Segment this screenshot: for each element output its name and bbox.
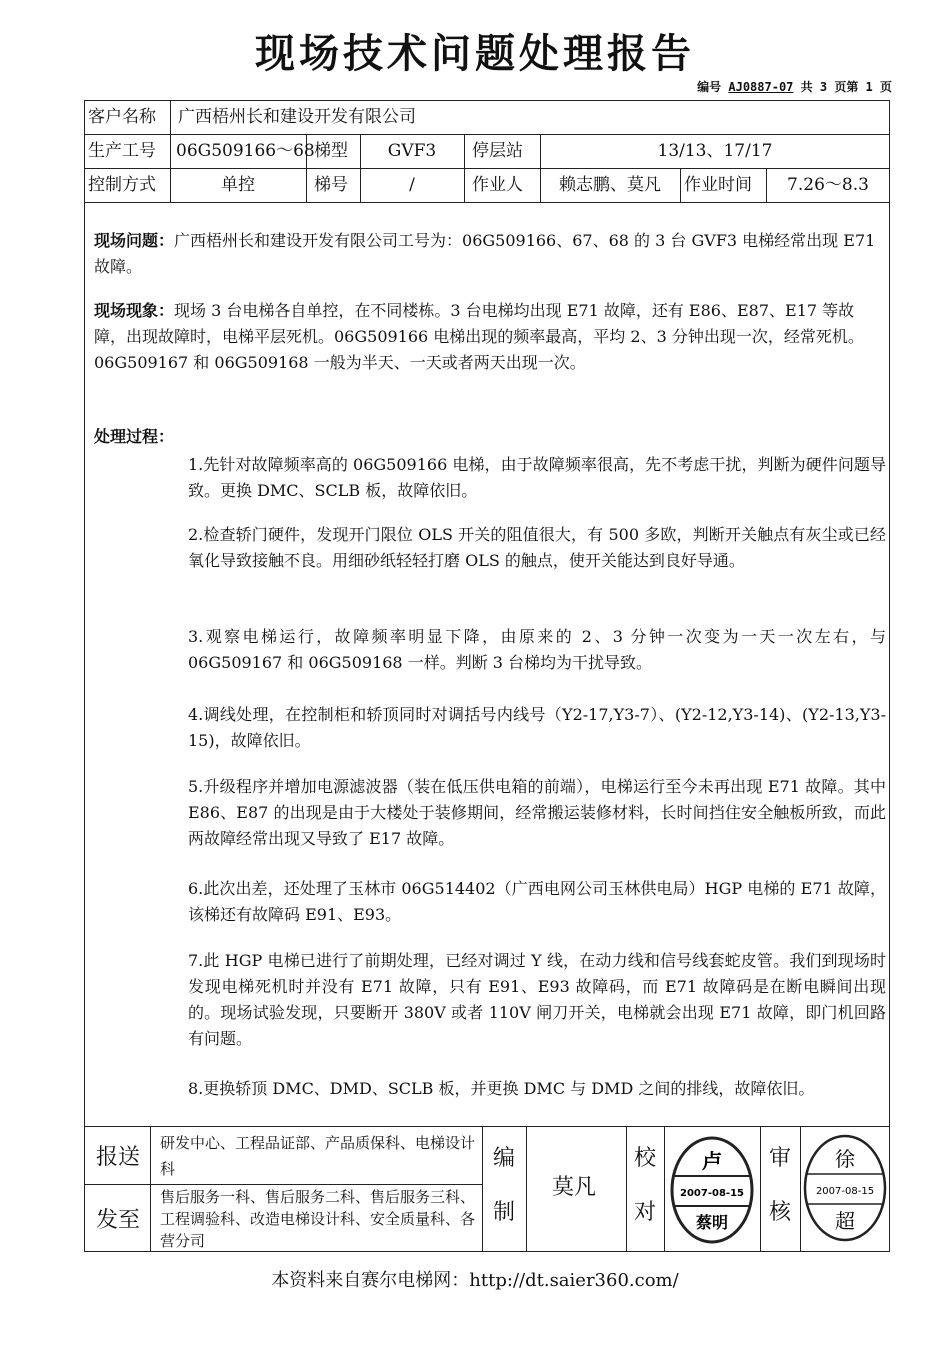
check-label-top: 校 — [633, 1146, 656, 1171]
check-stamp-name: 蔡明 — [695, 1213, 729, 1232]
edit-label-top: 编 — [492, 1146, 515, 1171]
review-label-top: 审 — [768, 1146, 791, 1171]
process-label: 处理过程： — [94, 427, 175, 446]
review-stamp — [802, 1132, 888, 1244]
check-stamp-date: 2007-08-15 — [680, 1188, 744, 1199]
check-label-bottom: 对 — [633, 1200, 656, 1225]
phenomenon-text: 现场 3 台电梯各自单控，在不同楼栋。3 台电梯均出现 E71 故障，还有 E86、E87、E17 等故障，出现故障时，电梯平层死机。06G509166 电梯出现的频率最高，平均 2、3 分钟出现一次，经常死机。06G509167 和 06G509168 一般为半天、一天或者两天出现一次。 — [94, 301, 864, 372]
report-value: 研发中心、工程品证部、产品质保科、电梯设计科 — [160, 1134, 476, 1178]
review-stamp-date: 2007-08-15 — [815, 1186, 875, 1197]
grid-line — [150, 1126, 151, 1252]
grid-line — [664, 1126, 665, 1252]
process-step: 7.此 HGP 电梯已进行了前期处理，已经对调过 Y 线，在动力线和信号线套蛇皮管。我们到现场时发现电梯死机时并没有 E71 故障，只有 E91、E93 故障码，而 E71 故障码是在断电瞬间出现的。现场试验发现，只要断开 380V 或者 110V 闸刀开关，电梯就会出现 E71 故障，即门机回路有问题。 — [188, 951, 886, 1048]
send-label: 发至 — [96, 1208, 141, 1233]
process-step: 8.更换轿顶 DMC、DMD、SCLB 板，并更换 DMC 与 DMD 之间的排线，故障依旧。 — [188, 1079, 815, 1098]
customer-label: 客户名称 — [88, 107, 156, 127]
edit-label-bottom: 制 — [492, 1200, 515, 1225]
process-step: 1.先针对故障频率高的 06G509166 电梯，由于故障频率很高，先不考虑干扰，判断为硬件问题导致。更换 DMC、SCLB 板，故障依旧。 — [188, 455, 886, 500]
doc-number-code: AJ0887-07 — [728, 80, 794, 94]
time-label: 作业时间 — [684, 175, 752, 195]
problem-label: 现场问题： — [94, 231, 175, 250]
grid-line — [760, 1126, 761, 1252]
process-step: 2.检查轿门硬件，发现开门限位 OLS 开关的阻值很大，有 500 多欧，判断开关触点有灰尘或已经氧化导致接触不良。用细砂纸轻轻打磨 OLS 的触点，使开关能达到良好导通。 — [188, 525, 886, 570]
customer-value: 广西梧州长和建设开发有限公司 — [178, 107, 416, 127]
review-stamp-name: 超 — [835, 1209, 855, 1233]
phenomenon-section — [94, 298, 886, 376]
process-section — [94, 424, 886, 450]
review-stamp-top: 徐 — [835, 1147, 855, 1171]
problem-section — [94, 228, 886, 280]
doc-number-label: 编号 — [697, 80, 722, 94]
worker-label: 作业人 — [472, 175, 523, 195]
grid-line — [626, 1126, 627, 1252]
phenomenon-label: 现场现象： — [94, 301, 175, 320]
check-stamp-top: 卢 — [702, 1149, 722, 1173]
review-label-bottom: 核 — [768, 1200, 791, 1225]
lift-no-label: 梯号 — [314, 175, 348, 195]
send-value: 售后服务一科、售后服务二科、售后服务三科、工程调验科、改造电梯设计科、安全质量科、各营分司 — [160, 1188, 476, 1250]
stops-value: 13/13、17/17 — [657, 141, 773, 161]
stops-label: 停层站 — [472, 141, 523, 161]
grid-line — [482, 1126, 483, 1252]
grid-line — [680, 168, 681, 202]
job-label: 生产工号 — [88, 141, 156, 161]
report-label: 报送 — [96, 1145, 141, 1170]
grid-line — [526, 1126, 527, 1252]
model-label: 梯型 — [314, 141, 348, 161]
model-value: GVF3 — [387, 141, 437, 161]
doc-page-count: 共 3 页第 1 页 — [800, 80, 892, 94]
source-line: 本资料来自赛尔电梯网：http://dt.saier360.com/ — [271, 1270, 679, 1291]
doc-number — [697, 78, 892, 95]
job-value: 06G509166～68 — [176, 141, 315, 161]
check-stamp — [668, 1134, 756, 1246]
control-value: 单控 — [221, 175, 255, 195]
problem-text: 广西梧州长和建设开发有限公司工号为：06G509166、67、68 的 3 台 GVF3 电梯经常出现 E71 故障。 — [94, 231, 876, 276]
process-step: 4.调线处理，在控制柜和轿顶同时对调括号内线号（Y2-17,Y3-7）、(Y2-12,Y3-14)、(Y2-13,Y3-15)，故障依旧。 — [188, 705, 886, 750]
editor-name: 莫凡 — [552, 1175, 597, 1200]
lift-no-value: / — [409, 175, 415, 195]
page-title: 现场技术问题处理报告 — [255, 31, 695, 77]
control-label: 控制方式 — [88, 175, 156, 195]
grid-line — [464, 134, 465, 202]
grid-line — [84, 202, 890, 203]
grid-line — [800, 1126, 801, 1252]
time-value: 7.26～8.3 — [787, 175, 869, 195]
process-step: 5.升级程序并增加电源滤波器（装在低压供电箱的前端），电梯运行至今未再出现 E71 故障。其中 E86、E87 的出现是由于大楼处于装修期间，经常搬运装修材料，长时间挡住安全触板所致，而此两故障经常出现又导致了 E17 故障。 — [188, 777, 886, 848]
process-step: 6.此次出差，还处理了玉林市 06G514402（广西电网公司玉林供电局）HGP 电梯的 E71 故障，该梯还有故障码 E91、E93。 — [188, 879, 886, 924]
grid-line — [84, 1126, 890, 1127]
worker-value: 赖志鹏、莫凡 — [559, 175, 661, 195]
grid-line — [84, 1184, 482, 1185]
process-step: 3.观察电梯运行，故障频率明显下降，由原来的 2、3 分钟一次变为一天一次左右，与 06G509167 和 06G509168 一样。判断 3 台梯均为干扰导致。 — [188, 627, 886, 672]
